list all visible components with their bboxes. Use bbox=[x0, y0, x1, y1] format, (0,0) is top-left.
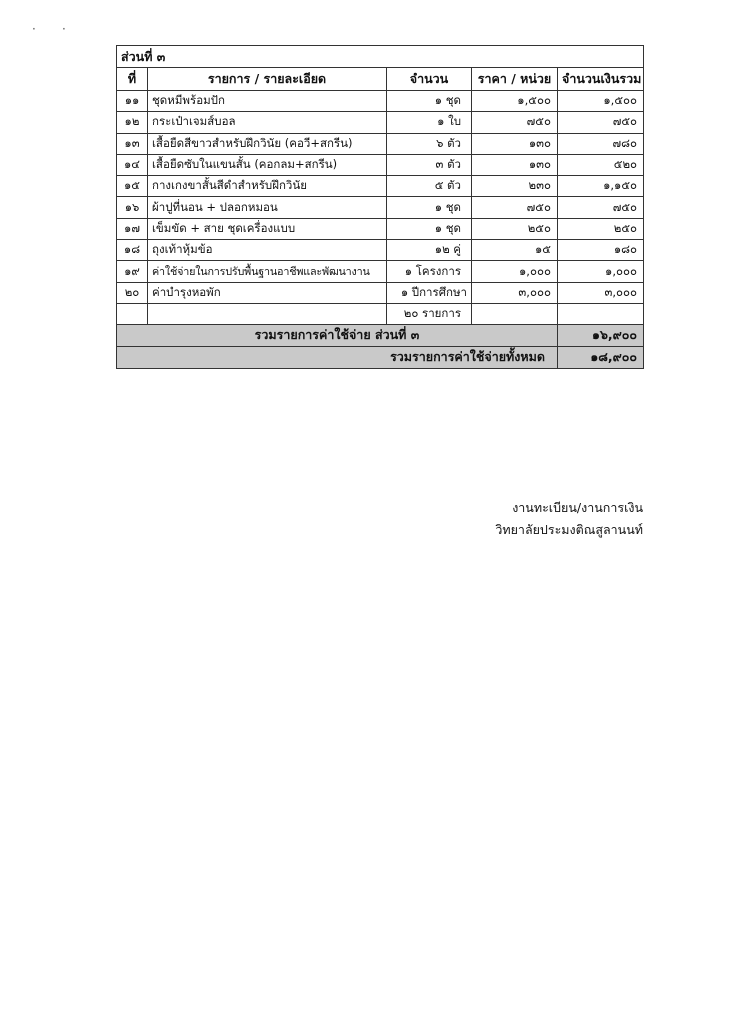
scan-speck: · bbox=[62, 22, 66, 36]
row-price: ๑,๕๐๐ bbox=[472, 91, 558, 112]
section-title: ส่วนที่ ๓ bbox=[117, 46, 644, 68]
row-no: ๑๕ bbox=[117, 176, 148, 197]
row-total: ๑,๑๕๐ bbox=[558, 176, 644, 197]
row-total: ๗๕๐ bbox=[558, 197, 644, 218]
row-price: ๑,๐๐๐ bbox=[472, 261, 558, 282]
expense-table bbox=[116, 45, 644, 369]
row-item: เสื้อยืดสีขาวสำหรับฝึกวินัย (คอวี+สกรีน) bbox=[148, 133, 387, 154]
table-row bbox=[117, 261, 644, 282]
table-row bbox=[117, 240, 644, 261]
row-item: เข็มขัด + สาย ชุดเครื่องแบบ bbox=[148, 218, 387, 239]
row-qty: ๕ ตัว bbox=[387, 176, 472, 197]
row-item: ผ้าปูที่นอน + ปลอกหมอน bbox=[148, 197, 387, 218]
grand-total-row bbox=[117, 346, 644, 368]
table-row bbox=[117, 154, 644, 175]
subtotal-row bbox=[117, 324, 644, 346]
row-item: ค่าบำรุงหอพัก bbox=[148, 282, 387, 303]
scan-speck: · bbox=[32, 22, 36, 36]
row-no: ๑๘ bbox=[117, 240, 148, 261]
header-qty: จำนวน bbox=[387, 68, 472, 91]
row-no: ๑๓ bbox=[117, 133, 148, 154]
table-row bbox=[117, 91, 644, 112]
row-total: ๗๘๐ bbox=[558, 133, 644, 154]
row-total: ๕๒๐ bbox=[558, 154, 644, 175]
table-row bbox=[117, 218, 644, 239]
header-total: จำนวนเงินรวม bbox=[558, 68, 644, 91]
row-no: ๑๖ bbox=[117, 197, 148, 218]
row-price: ๓,๐๐๐ bbox=[472, 282, 558, 303]
row-total: ๓,๐๐๐ bbox=[558, 282, 644, 303]
row-price: ๗๕๐ bbox=[472, 197, 558, 218]
row-total: ๑,๕๐๐ bbox=[558, 91, 644, 112]
table-row bbox=[117, 133, 644, 154]
row-total: ๑๘๐ bbox=[558, 240, 644, 261]
table-row bbox=[117, 176, 644, 197]
row-no: ๒๐ bbox=[117, 282, 148, 303]
header-no: ที่ bbox=[117, 68, 148, 91]
table-row bbox=[117, 197, 644, 218]
row-item: ชุดหมีพร้อมปัก bbox=[148, 91, 387, 112]
row-total: ๒๕๐ bbox=[558, 218, 644, 239]
signature-department: งานทะเบียน/งานการเงิน bbox=[512, 500, 643, 515]
header-price: ราคา / หน่วย bbox=[472, 68, 558, 91]
row-price: ๑๕ bbox=[472, 240, 558, 261]
row-no: ๑๗ bbox=[117, 218, 148, 239]
table-row bbox=[117, 282, 644, 303]
row-no: ๑๑ bbox=[117, 91, 148, 112]
row-no: ๑๒ bbox=[117, 112, 148, 133]
row-qty: ๑ ชุด bbox=[387, 91, 472, 112]
grand-total-value: ๑๘,๙๐๐ bbox=[558, 346, 644, 368]
row-qty: ๑ ชุด bbox=[387, 197, 472, 218]
table-row bbox=[117, 112, 644, 133]
row-price: ๒๓๐ bbox=[472, 176, 558, 197]
row-qty: ๓ ตัว bbox=[387, 154, 472, 175]
row-price: ๑๓๐ bbox=[472, 154, 558, 175]
row-item: เสื้อยืดซับในแขนสั้น (คอกลม+สกรีน) bbox=[148, 154, 387, 175]
signature-college: วิทยาลัยประมงติณสูลานนท์ bbox=[495, 522, 643, 537]
row-no: ๑๙ bbox=[117, 261, 148, 282]
row-qty: ๑ ปีการศึกษา bbox=[387, 282, 472, 303]
row-qty: ๑๒ คู่ bbox=[387, 240, 472, 261]
row-price: ๑๓๐ bbox=[472, 133, 558, 154]
item-count-row bbox=[117, 303, 644, 324]
section-title-row bbox=[117, 46, 644, 68]
row-item: ถุงเท้าหุ้มข้อ bbox=[148, 240, 387, 261]
row-qty: ๖ ตัว bbox=[387, 133, 472, 154]
row-qty: ๑ ใบ bbox=[387, 112, 472, 133]
row-item: ค่าใช้จ่ายในการปรับพื้นฐานอาชีพและพัฒนางาน bbox=[148, 261, 387, 282]
row-total: ๑,๐๐๐ bbox=[558, 261, 644, 282]
header-item: รายการ / รายละเอียด bbox=[148, 68, 387, 91]
row-price: ๗๕๐ bbox=[472, 112, 558, 133]
row-total: ๗๕๐ bbox=[558, 112, 644, 133]
grand-total-label: รวมรายการค่าใช้จ่ายทั้งหมด bbox=[117, 346, 558, 368]
subtotal-value: ๑๖,๙๐๐ bbox=[558, 324, 644, 346]
item-count: ๒๐ รายการ bbox=[387, 303, 472, 324]
subtotal-label: รวมรายการค่าใช้จ่าย ส่วนที่ ๓ bbox=[117, 324, 558, 346]
row-item: กางเกงขาสั้นสีดำสำหรับฝึกวินัย bbox=[148, 176, 387, 197]
row-item: กระเป๋าเจมส์บอล bbox=[148, 112, 387, 133]
row-price: ๒๕๐ bbox=[472, 218, 558, 239]
row-qty: ๑ โครงการ bbox=[387, 261, 472, 282]
row-no: ๑๔ bbox=[117, 154, 148, 175]
row-qty: ๑ ชุด bbox=[387, 218, 472, 239]
header-row bbox=[117, 68, 644, 91]
